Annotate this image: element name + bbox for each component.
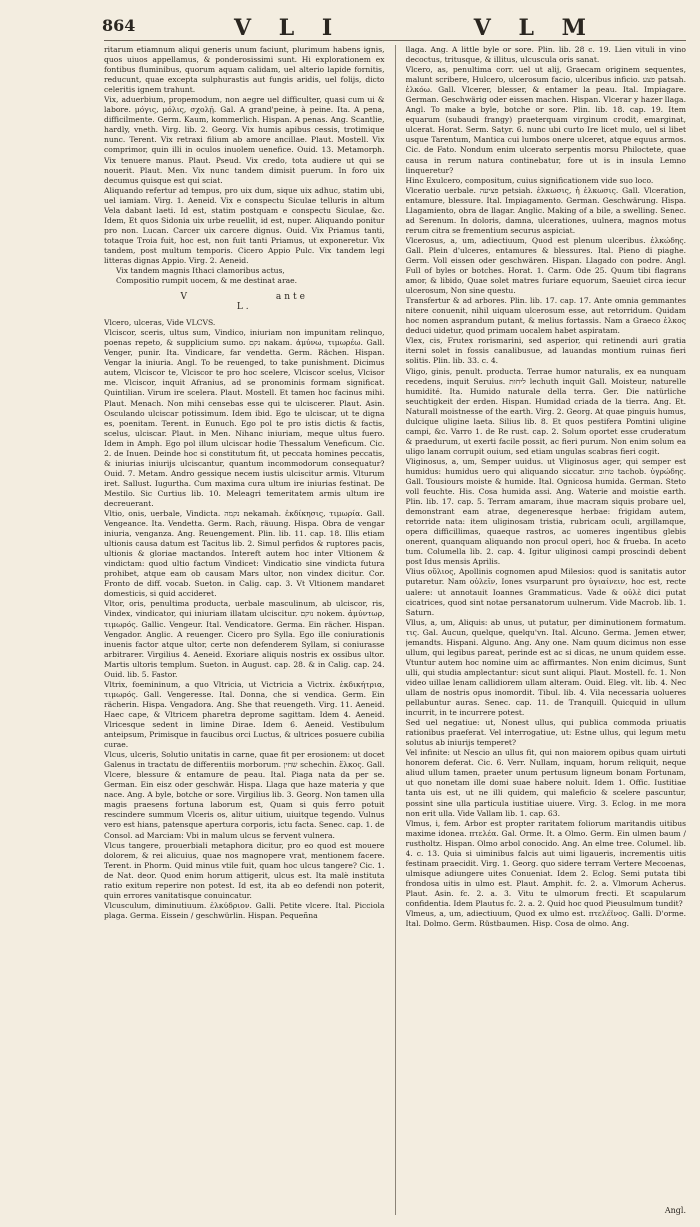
catchword: Angl.	[664, 1206, 686, 1215]
dictionary-entry: Vliginosus, a, um, Semper uuidus. ut Vliginosus ager, qui semper est humidus: humidus uero qui aliquando siccatur. טחוב tachob. ὑγρώδης. Gall. Tousiours moiste & humide. Ital. Ognicosa humida. German. Steto voll feuchte. His. Cosa humida assi. Ang. Waterie and moistie earth. Plin. lib. 17. cap. 5. Terram amaram, ihue macram siquis probare uel, demonstrant eam atrae, degeneresque herbae: frigidam autem, retorride nata: item uliginosam tristia, rubricam oculi, argillamque, opera difficillimas, quaeque rastros, ac uomeres ingentibus glebis onerent, quanquam aliquando non procul operi, hoc & frueba. In aceto tum. Columella lib. 2. cap. 4. Igitur uliginosi campi proscindi debent post Idus mensis Aprilis.	[405, 456, 686, 567]
dictionary-entry: Vlcero, ulceras, Vide VLCVS.	[104, 318, 216, 328]
text-columns	[104, 45, 686, 1215]
dictionary-entry: Vlex, cis, Frutex rorismarini, sed asperior, qui retinendi auri gratia iterni solet in fossis canalibusue, ad lauandas montium ruinas fieri solitis. Plin. lib. 33. c. 4.	[405, 336, 686, 366]
dictionary-entry: Vlcero, as, penultima corr. uel ut alij, Graecam originem sequentes, malunt scribere, Hulcero, ulcerosum facio, ulceribus inficio. פצע patsah. ἑλκόω. Gall. Vlcerer, blesser, & entamer la peau. Ital. Impiagare. German. Geschwärig oder eissen machen. Hispan. Vlcerar y hazer llaga. Angl. To make a byle, botche or sore. Plin. lib. 18. cap. 19. Item equarum (subaudi frangy) praeterquam virginum crodit, emarginat, ulcerat. Horat. Serm. Satyr. 6. nunc ubi curto Ire licet mulo, uel si libet usque Tarentum, Mantica cui lumbos onere ulceret, atque equus armos. Cic. de Fato. Nondum enim ulcerato serpentis morsu Philoctete, quae causa in rerum natura continebatur, fore ut is in insula Lemno linqueretur?	[405, 65, 686, 175]
dictionary-entry: Vligo, ginis, penult. producta. Terrae humor naturalis, ex ea nunquam recedens, inquit Seruius. ליחות lechuth inquit Gall. Moisteur, naturelle humidité. Ita. Humido naturale della terra. Ger. Die natürliche seuchtigkeit der erden. Hispan. Humidad criada de la tierra. Ang. Et. Naturall moistnesse of the earth. Virg. 2. Georg. At quae pinguis humus, dulcique uligine laeta. Silius lib. 8. Et quos pestifera Pomtini uligine campi, &c. Varro 1. de Re rust. cap. 2. Solum oportet esse cruderatum & praedurum, ut exerti facile possit, ac fieri purum. Non enim solum ea uligo lanam corrupit ouium, sed etiam ungulas scabras fieri cogit.	[405, 366, 686, 456]
section-title-left: V	[180, 292, 190, 303]
page-header	[104, 10, 686, 41]
left-column	[104, 45, 385, 1215]
dictionary-entry: Vlius οὔλιος, Apollinis cognomen apud Milesios: quod is sanitatis autor putaretur. Nam οὐλεῖν, Iones vsurparunt pro ὑγιαίνειν, hoc est, recte ualere: ut annotauit Ioannes Grammaticus. Vade & οὐλὲ dici putat cicatrices, quod sint notae persanatorum uulnerum. Vide Macrob. lib. 1. Saturn.	[405, 567, 686, 617]
dictionary-entry: Vlcusculum, diminutiuum. ἑλκύδριον. Galli. Petite vlcere. Ital. Picciola plaga. Germa. Eissein / geschwürlin. Hispan. Pequeñna	[104, 900, 385, 920]
running-head-right: V L M	[473, 15, 596, 41]
paragraph: ritarum etiamnum aliqui generis unum faciunt, plurimum habens ignis, quos uiuos appellamus, & ponderosissimi sunt. Hi explorationem ex fontibus fluminibus, quorum aquam calidam, uel alterio lapide fornitis, reducunt, quae excepta sulphurastis aut fungis aridis, uel folijs, dicto celeritis ignem trahunt.	[104, 45, 385, 95]
dictionary-entry: Vlciscor, sceris, ultus sum, Vindico, iniuriam non impunitam relinquo, poenas repeto, & supplicium sumo. נקם nakam. ἀμύνω, τιμωρέω. Gall. Venger, punir. Ita. Vindicare, far vendetta. Germ. Rächen. Hispan. Vengar la iniuria. Angl. To be reuenged, to take punishment. Dicimus autem, Vlciscor te, Vlciscor te pro hoc scelere, Vlciscor scelus, Vlcisor me. Vlciscor, inquit Afranius, ad se pronominis formam significat. Quintilian. Virum ire scelera. Plaut. Mostell. Et tamen hoc facinus mihi. Plaut. Menach. Non mihi censebas esse qui te ulciscerer. Plaut. Asin. Osculando ulciscar potissimum. Idem ibid. Ego te ulciscar, ut te digna es, poenitam. Terent. in Eunuch. Ego pol te pro istis dictis & factis, scelus, ulciscar. Plaut. in Men. Nihanc iniuriam, meque ultus fuero. Idem in Amph. Ego pol illum ulciscar hodie Thessalum Veneficum. Cic. 2. de Inuen. Deinde hoc si constitutum fit, ut peccata homines peccatis, & iniurias iniurijs ulciscantur, quantum incommodorum consequatur? Ouid. 7. Metam. Andro gessique necem iustis ulciscitur armis. Vlturum iret. Sallust. Iugurtha. Cum maxima cura ultum ire iniurias festinat. De Mestilo. Sic Curtius lib. 10. Meleagri temeritatem armis ultum ire decreuerant.	[104, 328, 385, 508]
section-title-middle: ante	[275, 292, 308, 303]
paragraph: Aliquando refertur ad tempus, pro uix dum, sique uix adhuc, statim ubi, uel iamiam. Virg. 1. Aeneid. Vix e conspectu Siculae telluris in altum Vela dabant laeti. Id est, statim postquam e conspectu Siculae, &c. Idem, Et quos Sidonia uix urbe reuellit, id est, nuper. Aliquando ponitur pro non. Lucan. Carcer uix carcere dignus. Ouid. Vix Priamus tanti, totaque Troia fuit, hoc est, non fuit tanti Priamus, ut exponeretur. Vix tandem, post multum temporis. Cicero Appio Pulc. Vix tandem legi litteras dignas Appio. Virg. 2. Aeneid.	[104, 185, 385, 265]
dictionary-entry: Vlcerosus, a, um, adiectiuum, Quod est plenum ulceribus. ἑλκώδης. Gall. Plein d'ulceres, entamures & blessures. Ital. Pieno di piaghe. Germ. Voll eissen oder geschwären. Hispan. Llagado con podre. Angl. Full of byles or botches. Horat. 1. Carm. Ode 25. Quum tibi flagrans amor, & libido, Quae solet matres furiare equorum, Saeuiet circa iecur ulcerosum, Non sine questu.	[405, 235, 686, 296]
dictionary-entry: Sed uel negatiue: ut, Nonest ullus, qui publica commoda priuatis rationibus praeferat. Vel interrogatiue, ut: Estne ullus, qui legum metu solutus ab iniurijs temperet?	[405, 718, 686, 748]
dictionary-entry: Vlceratio uerbale. פציעה petsiah. ἑλκωσις, ἡ ἑλκωσις. Gall. Vlceration, entamure, blessure. Ital. Impiagamento. German. Geschwärung. Hispa. Llagamiento, obra de llagar. Anglic. Making of a bile, a swelling. Senec. ad Serenum. In doloris, damna, ulcerationes, uulnera, magnos motus rerum citra se frementium securus aspiciat.	[405, 185, 686, 235]
dictionary-entry: llaga. Ang. A little byle or sore. Plin. lib. 28 c. 19. Lien vituli in vino decoctus, tritusque, & illitus, ulcuscula oris sanat.	[405, 45, 686, 65]
dictionary-entry: Vltor, oris, penultima producta, uerbale masculinum, ab ulciscor, ris, Vindex, vindicator, qui iniuriam illatam ulciscitur. נוקם nokem. ἀμύντωρ, τιμωρός. Gallic. Vengeur. Ital. Vendicatore. Germa. Ein rächer. Hispan. Vengador. Anglic. A reuenger. Cicero pro Sylla. Ego ille coniurationis inuenis factor atque ultor, certe non defenderem Syllam, si coniurasse arbitrarer. Virgilius 4. Aeneid. Exoriare aliquis nostris ex ossibus ultor. Martis ultoris templum. Sueton. in August. cap. 28. & in Calig. cap. 24. Ouid. lib. 5. Fastor.	[104, 599, 385, 679]
verse-line: Compositio rumpit uocem, & me destinat arae.	[116, 276, 298, 286]
paragraph: Vix, aduerbium, propemodum, non aegre uel difficulter, quasi cum ui & labore. μόγις, μόλις, σχολῇ. Gal. A grand'peine, à peine. Ita. A pena, difficilmente. Germ. Kaum, kommerlich. Hispan. A penas. Ang. Scantlie, hardly, vneth. Virg. lib. 2. Georg. Vix humis apibus cessis, trotimique nunc. Terent. Vix retraxi filium ab amore ancillae. Plaut. Mostell. Vix comprimor, quin illi in oculos inuolem uenefice. Ouid. 13. Metamorph. Vix tenuere manus. Plaut. Pseud. Vix credo, tota audiere ut qui se nouerit. Plaut. Men. Vix nunc tandem dimisit puerum. In foro uix decumus quisque est qui sciat.	[104, 95, 385, 185]
dictionary-entry: Vltio, onis, uerbale, Vindicta. נקמה nekamah. ἐκδίκησις, τιμωρία. Gall. Vengeance. Ita. Vendetta. Germ. Rach, räuung. Hispa. Obra de vengar iniuria, venganza. Ang. Reuengement. Plin. lib. 11. cap. 18. Illis etiam ultionis causa datum est Tacitus lib. 2. Simul perfidos & ruptores pacis, ultionis & gloriae mactandos. Intereft autem hoc inter Vltionem & vindictam: quod ultio factum Vindicet: Vindicatio sine vindicta futura prohibet, atque eam ob causam Mars ultor, non vindex dicitur. Cor. Fronto de diff. vocab. Sueton. in Calig. cap. 3. Vt Vltionem mandaret domesticis, si quid accideret.	[104, 509, 385, 599]
right-column	[406, 45, 687, 1215]
section-title	[104, 292, 385, 312]
dictionary-entry: Hinc Exulcero, compositum, cuius significationem vide suo loco.	[405, 175, 654, 185]
dictionary-entry: Vllus, a, um, Aliquis: ab unus, ut putatur, per diminutionem formatum. τις. Gal. Aucun, quelque, quelqu'vn. Ital. Alcuno. Germa. Jemen etwer, jemandts. Hispani. Alguno. Ang. Any one. Nam quum dicimus non esse ullum, qui legibus pareat, perinde est ac si dicas, ne unum quidem esse. Vtuntur autem hoc nomine uim ac affirmantes. Non enim dicimus, Sunt ulli, qui studia amplectantur: sicut sunt aliqui. Plaut. Mostell. fc. 1. Non video uillae lenam callidiorem ullam alteram. Ouid. Eleg. vlt. lib. 4. Nec ullam de nostris opus inomordit. Tibul. lib. 4. Vila necessaria uolueres pellabuntur auras. Senec. cap. 11. de Tranquill. Quicquid in ullum incurrit, in te incurrere potest.	[405, 617, 686, 718]
page-number: 864	[102, 16, 136, 35]
dictionary-entry: Vel infinite: ut Nescio an ullus fit, qui non maiorem opibus quam uirtuti honorem deferat. Cic. 6. Verr. Nullam, inquam, horum reliquit, neque aliud ullum tamen, praeter unum pertusum ligneum bonam Fortunam, ut quo nonetam ille domi suae habere noluit. Idem 1. Offic. Iustitiae tanta uis est, ut ne illi quidem, qui maleficio & scelere pascuntur, possint sine ulla particula iustitiae uiuere. Virg. 3. Eclog. in me mora non erit ulla. Vide Vallam lib. 1. cap. 63.	[405, 748, 686, 818]
dictionary-entry: Vltrix, foemininum, a quo Vltricia, ut Victricia a Victrix. ἐκδικήτρια, τιμωρός. Gall. Vengeresse. Ital. Donna, che si vendica. Germ. Ein rächerin. Hispa. Vengadora. Ang. She that reuengeth. Virg. 11. Aeneid. Haec cape, & Vltricem pharetra deprome sagittam. Idem 4. Aeneid. Vlricesque sedent in limine Dirae. Idem 6. Aeneid. Vestibulum anteipsum, Primisque in faucibus orci Luctus, & ultrices posuere cubilia curae.	[104, 679, 385, 750]
dictionary-entry: Vlcus tangere, prouerbiali metaphora dicitur, pro eo quod est mouere dolorem, & rei alicuius, quae nos magnopere vrat, mentionem facere. Terent. in Phorm. Quid minus vtile fuit, quam hoc ulcus tangere? Cic. 1. de Nat. deor. Quod enim horum attigerit, ulcus est. Ita malè instituta ratio exitum reperire non potest. Id est, ita ab eo defendi non poterit, quin errores vanitatisque conuincatur.	[104, 840, 385, 900]
dictionary-entry: Transfertur & ad arbores. Plin. lib. 17. cap. 17. Ante omnia gemmantes nitere conuenit, nihil uiquam ulcerosum esse, aut retorridum. Quidam hoc nomen asprandum putant, & melius fortassis. Nam a Graeco ἑλκος deduci uidetur, quod primam uocalem habet aspiratam.	[405, 296, 686, 336]
column-divider	[395, 45, 396, 1215]
dictionary-entry: Vlmus, i, fem. Arbor est propter raritatem foliorum maritandis uitibus maxime idonea. πτελέα. Gal. Orme. It. a Olmo. Germ. Ein ulmen baum / rustholtz. Hispan. Olmo arbol conocido. Ang. An elme tree. Columel. lib. 4. c. 13. Quia si uiminibus falcis aut uimi ligaueris, incrementis uitis festinam praecidit. Virg. 1. Georg. quo sidere terram Vertere Mecoenas, ulmisque adiungere uites Conueniat. Idem 2. Eclog. Semi putata tibi frondosa uitis in ulmo est. Plaut. Amphit. fc. 2. a. Vlmorum Acherus. Plaut. Asin. fc. 2. a. 3. Vitu te ulmorum frecti. Et scapularum confidentia. Idem Plautus fc. 2. a. 2. Quid hoc quod Pieusulmum tundit?	[405, 818, 686, 908]
dictionary-entry: Vlmeus, a, um, adiectiuum, Quod ex ulmo est. πτελέϊνος. Galli. D'orme. Ital. Dolmo. Germ. Rüstbaumen. Hisp. Cosa de olmo. Ang.	[405, 909, 686, 929]
section-title-right: L.	[236, 302, 252, 313]
dictionary-entry: Vlcus, ulceris, Solutio unitatis in carne, quae fit per erosionem: ut docet Galenus in tractatu de differentiis morborum. שחין schechin. ἕλκος. Gall. Vlcere, blessure & entamure de peau. Ital. Piaga nata da per se. German. Ein eisz oder geschwär. Hispa. Llaga que haze materia y que nace. Ang. A byle, botche or sore. Virgilius lib. 3. Georg. Non tamen ulla magis praesens fortuna laborum est, Quam si quis ferro potuit rescindere summum Vlceris os, alitur uitium, uiuitque tegendo. Vulnus vero est hians, patensque apertura corporis, ictu facta. Senec. cap. 1. de Consol. ad Marciam: Vbi in malum ulcus se fervent vulnera.	[104, 750, 385, 840]
verse-line: Vix tandem magnis Ithaci clamoribus actus,	[116, 266, 285, 276]
running-head-left: V L I	[234, 15, 343, 41]
